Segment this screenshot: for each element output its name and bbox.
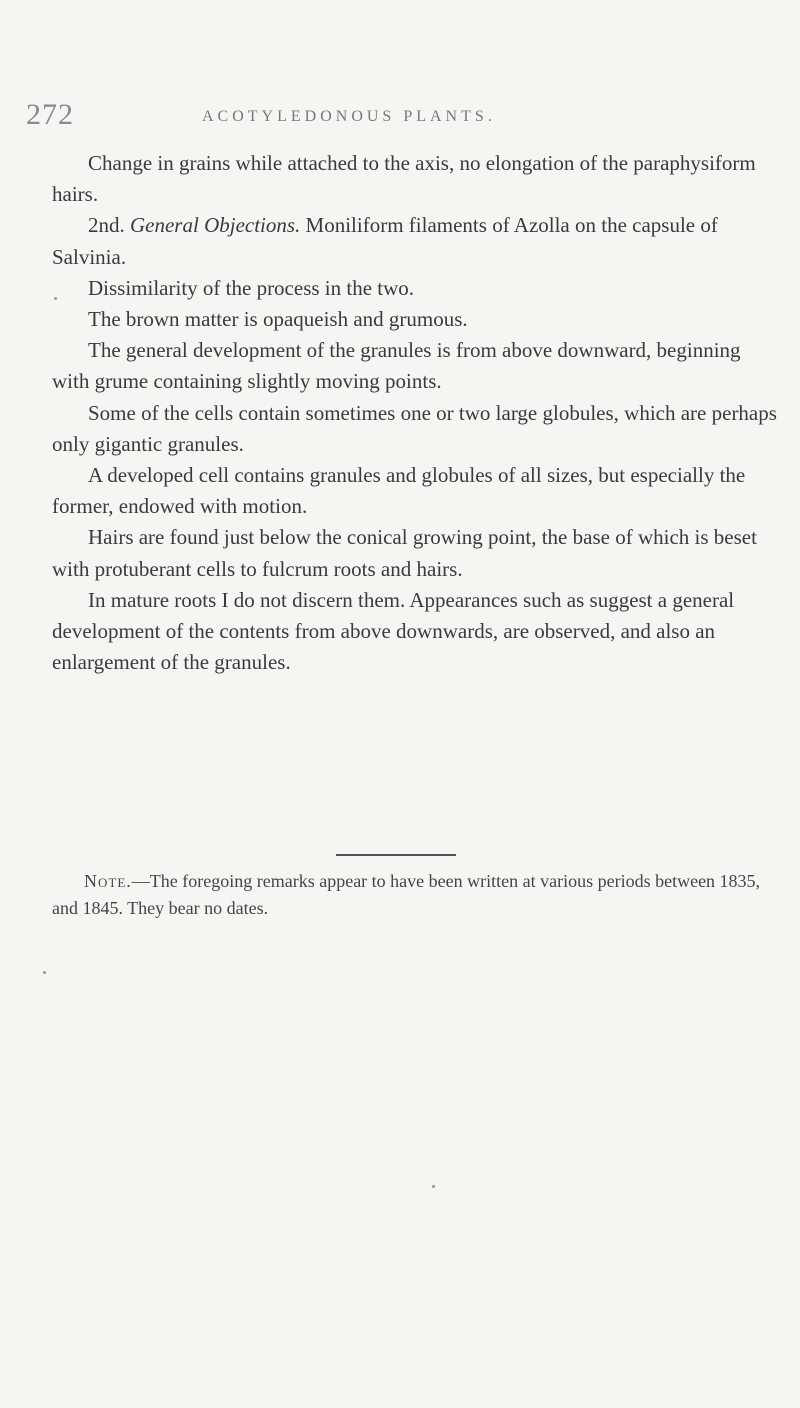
body-text <box>52 148 778 678</box>
paragraph-7: A developed cell contains granules and globules of all sizes, but especially the former, endowed with motion. <box>52 463 746 519</box>
paragraph-2 <box>52 210 778 272</box>
paragraph-3: Dissimilarity of the process in the two. <box>88 275 415 300</box>
running-head: ACOTYLEDONOUS PLANTS. <box>202 108 496 125</box>
footnote-label: Note. <box>84 871 132 891</box>
paragraph-8: Hairs are found just below the conical growing point, the base of which is beset with protuberant cells to fulcrum roots and hairs. <box>52 525 757 581</box>
footnote <box>52 868 782 922</box>
paragraph-6: Some of the cells contain sometimes one or two large globules, which are perhaps only gigantic granules. <box>52 400 777 456</box>
paragraph-2-text: Moniliform filaments of Azolla on the capsule of Salvinia. <box>52 213 718 269</box>
paragraph-9: In mature roots I do not discern them. Appearances such as suggest a general development of the contents from above downwards, are observed, and also an enlargement of the granules. <box>52 587 735 675</box>
paper-speck <box>432 1185 435 1188</box>
subhead-title: General Objections. <box>130 213 301 238</box>
footnote-text: —The foregoing remarks appear to have been written at various periods between 1835, and 1845. They bear no dates. <box>52 871 761 918</box>
section-rule <box>336 854 456 856</box>
footnote-paragraph <box>52 868 782 922</box>
page-number: 272 <box>26 98 74 131</box>
paper-speck <box>54 297 57 300</box>
paragraph-1: Change in grains while attached to the axis, no elongation of the paraphysiform hairs. <box>52 151 756 207</box>
paper-speck <box>43 971 46 974</box>
paragraph-5: The general development of the granules is from above downward, beginning with grume containing slightly moving points. <box>52 338 741 394</box>
subhead-number: 2nd. <box>88 213 130 238</box>
paragraph-4: The brown matter is opaqueish and grumous. <box>88 307 468 332</box>
